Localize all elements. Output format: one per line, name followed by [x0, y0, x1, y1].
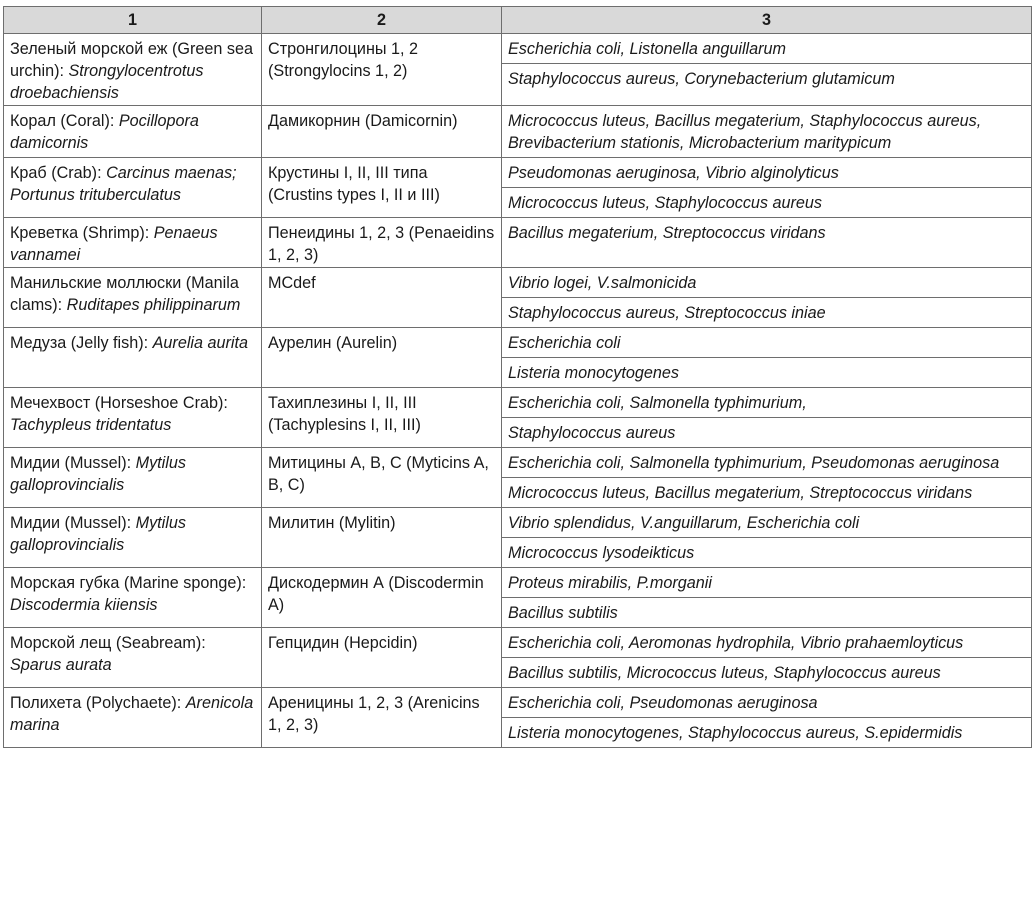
organism-common-name: Морская губка (Marine sponge): [10, 574, 247, 592]
organism-latin-name: Discodermia kiiensis [10, 596, 158, 614]
organism-latin-name: Penaeus vannamei [10, 224, 218, 264]
organism-latin-name: Sparus aurata [10, 656, 112, 674]
target-organisms: Escherichia coli, Salmonella typhimurium, Pseudomonas aeruginosa [508, 454, 1000, 472]
organism-common-name: Корал (Coral): [10, 112, 119, 130]
table-row [4, 508, 1032, 568]
organism-common-name: Мечехвост (Horseshoe Crab): [10, 394, 228, 412]
target-organisms: Escherichia coli [508, 334, 621, 352]
peptide-cell: Пенеидины 1, 2, 3 (Penaeidins 1, 2, 3) [262, 218, 502, 268]
targets-cell [502, 218, 1032, 268]
peptide-table [3, 6, 1032, 748]
targets-cell [502, 34, 1032, 106]
organism-common-name: Креветка (Shrimp): [10, 224, 154, 242]
organism-common-name: Манильские моллюски (Manila clams): [10, 274, 239, 314]
organism-latin-name: Carcinus maenas; Portunus trituberculatus [10, 164, 237, 204]
organism-latin-name: Aurelia aurita [152, 334, 249, 352]
targets-cell [502, 388, 1032, 448]
organism-latin-name: Mytilus galloprovincialis [10, 514, 186, 554]
organism-latin-name: Strongylocentrotus droebachiensis [10, 62, 204, 102]
target-organisms: Vibrio splendidus, V.anguillarum, Escherichia coli [508, 514, 860, 532]
targets-cell [502, 158, 1032, 218]
table-row [4, 106, 1032, 158]
targets-cell [502, 628, 1032, 688]
table-row [4, 688, 1032, 748]
table-row [4, 34, 1032, 106]
target-organisms: Proteus mirabilis, P.morganii [508, 574, 712, 592]
targets-cell [502, 328, 1032, 388]
targets-cell [502, 568, 1032, 628]
peptide-cell: Стронгилоцины 1, 2 (Strongylocins 1, 2) [262, 34, 502, 106]
target-organisms: Bacillus subtilis, Micrococcus luteus, Staphylococcus aureus [502, 657, 1031, 687]
target-organisms: Micrococcus luteus, Staphylococcus aureus [502, 187, 1031, 217]
organism-cell [4, 388, 262, 448]
target-organisms: Bacillus subtilis [502, 597, 1031, 627]
organism-common-name: Краб (Crab): [10, 164, 107, 182]
organism-latin-name: Pocillopora damicornis [10, 112, 199, 152]
organism-cell [4, 158, 262, 218]
peptide-cell: Гепцидин (Hepcidin) [262, 628, 502, 688]
organism-cell [4, 106, 262, 158]
target-organisms: Listeria monocytogenes, Staphylococcus aureus, S.epidermidis [502, 717, 1031, 747]
target-organisms: Bacillus megaterium, Streptococcus viridans [508, 224, 826, 242]
target-organisms: Escherichia coli, Pseudomonas aeruginosa [508, 694, 818, 712]
peptide-cell: Дамикорнин (Damicornin) [262, 106, 502, 158]
organism-cell [4, 218, 262, 268]
table-row [4, 628, 1032, 688]
target-organisms: Vibrio logei, V.salmonicida [508, 274, 697, 292]
targets-cell [502, 448, 1032, 508]
organism-common-name: Морской лещ (Seabream): [10, 634, 206, 652]
peptide-cell: Дискодермин А (Discodermin A) [262, 568, 502, 628]
organism-common-name: Мидии (Mussel): [10, 454, 136, 472]
organism-cell [4, 34, 262, 106]
table-row [4, 568, 1032, 628]
target-organisms: Escherichia coli, Aeromonas hydrophila, Vibrio prahaemloyticus [508, 634, 964, 652]
target-organisms: Escherichia coli, Listonella anguillarum [508, 40, 787, 58]
peptide-cell: MCdef [262, 268, 502, 328]
header-row [4, 7, 1032, 34]
organism-cell [4, 628, 262, 688]
target-organisms: Micrococcus lysodeikticus [502, 537, 1031, 567]
organism-latin-name: Ruditapes philippinarum [66, 296, 241, 314]
peptide-cell: Крустины I, II, III типа (Crustins types I, II и III) [262, 158, 502, 218]
header-col-1: 1 [4, 7, 262, 34]
organism-cell [4, 568, 262, 628]
target-organisms: Micrococcus luteus, Bacillus megaterium, Staphylococcus aureus, Brevibacterium stationis, Microbacterium maritypicum [508, 112, 982, 152]
target-organisms: Micrococcus luteus, Bacillus megaterium, Streptococcus viridans [502, 477, 1031, 507]
table-row [4, 388, 1032, 448]
peptide-cell: Аурелин (Aurelin) [262, 328, 502, 388]
table-row [4, 158, 1032, 218]
organism-cell [4, 448, 262, 508]
peptide-cell: Милитин (Mylitin) [262, 508, 502, 568]
targets-cell [502, 688, 1032, 748]
target-organisms: Listeria monocytogenes [502, 357, 1031, 387]
organism-cell [4, 688, 262, 748]
organism-cell [4, 268, 262, 328]
organism-latin-name: Tachypleus tridentatus [10, 416, 172, 434]
target-organisms: Staphylococcus aureus, Corynebacterium glutamicum [502, 63, 1031, 93]
organism-common-name: Мидии (Mussel): [10, 514, 136, 532]
table-row [4, 448, 1032, 508]
targets-cell [502, 268, 1032, 328]
table-row [4, 268, 1032, 328]
organism-common-name: Полихета (Polychaete): [10, 694, 186, 712]
target-organisms: Staphylococcus aureus [502, 417, 1031, 447]
header-col-2: 2 [262, 7, 502, 34]
table-row [4, 218, 1032, 268]
organism-cell [4, 328, 262, 388]
targets-cell [502, 508, 1032, 568]
peptide-cell: Тахиплезины I, II, III (Tachyplesins I, II, III) [262, 388, 502, 448]
target-organisms: Pseudomonas aeruginosa, Vibrio alginolyticus [508, 164, 839, 182]
targets-cell [502, 106, 1032, 158]
target-organisms: Escherichia coli, Salmonella typhimurium, [508, 394, 807, 412]
organism-common-name: Зеленый морской еж (Green sea urchin): [10, 40, 253, 80]
header-col-3: 3 [502, 7, 1032, 34]
organism-cell [4, 508, 262, 568]
organism-latin-name: Arenicola marina [10, 694, 254, 734]
organism-latin-name: Mytilus galloprovincialis [10, 454, 186, 494]
table-row [4, 328, 1032, 388]
peptide-cell: Митицины А, В, С (Myticins A, B, C) [262, 448, 502, 508]
target-organisms: Staphylococcus aureus, Streptococcus iniae [502, 297, 1031, 327]
peptide-cell: Ареницины 1, 2, 3 (Arenicins 1, 2, 3) [262, 688, 502, 748]
organism-common-name: Медуза (Jelly fish): [10, 334, 153, 352]
